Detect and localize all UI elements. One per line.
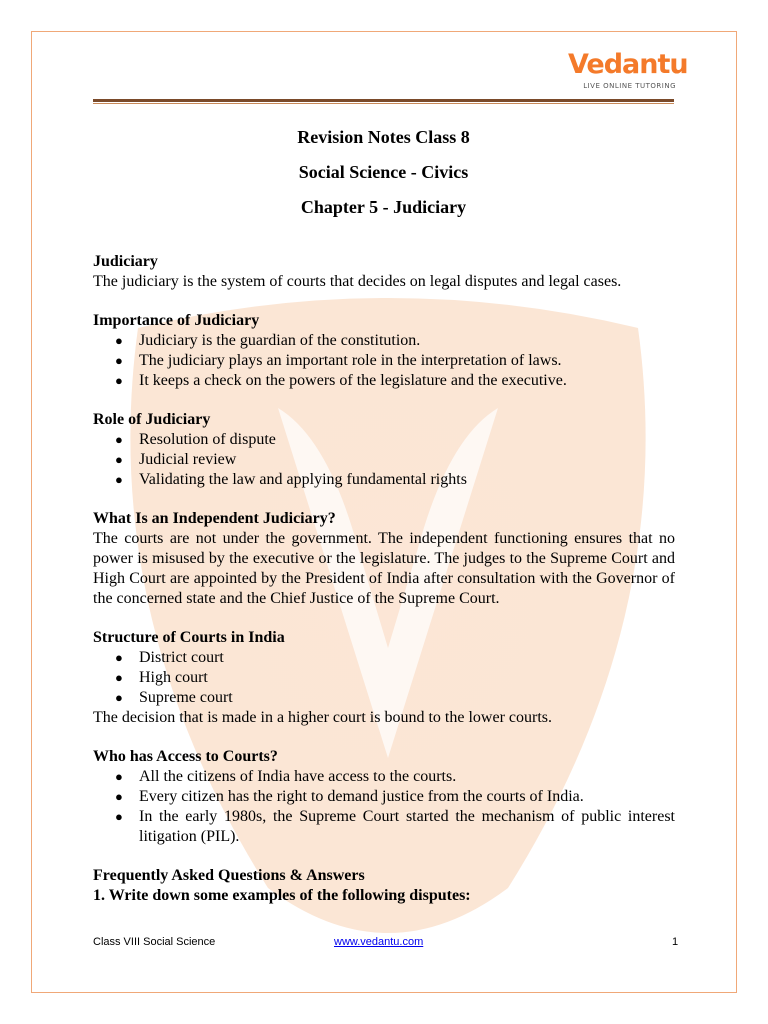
list-item: ● In the early 1980s, the Supreme Court started the mechanism of public interest litigation (PIL). bbox=[115, 808, 675, 845]
section-heading: Judiciary bbox=[93, 253, 158, 270]
list-item: ● Validating the law and applying fundamental rights bbox=[115, 471, 467, 488]
list-item: ● The judiciary plays an important role in the interpretation of laws. bbox=[115, 352, 562, 369]
bullet-icon: ● bbox=[115, 452, 123, 467]
paragraph: The decision that is made in a higher court is bound to the lower courts. bbox=[93, 709, 552, 726]
list-item: ● Every citizen has the right to demand justice from the courts of India. bbox=[115, 788, 584, 805]
bullet-icon: ● bbox=[115, 333, 123, 348]
paragraph: The judiciary is the system of courts that decides on legal disputes and legal cases. bbox=[93, 273, 622, 290]
logo-wordmark: Vedantu bbox=[568, 49, 688, 80]
bullet-icon: ● bbox=[115, 432, 123, 447]
footer-class-label: Class VIII Social Science bbox=[93, 936, 216, 948]
section-heading: Structure of Courts in India bbox=[93, 629, 285, 646]
bullet-icon: ● bbox=[115, 472, 123, 487]
header-rule-thin bbox=[93, 103, 674, 104]
bullet-icon: ● bbox=[115, 769, 123, 784]
bullet-icon: ● bbox=[115, 353, 123, 368]
list-item: ● Supreme court bbox=[115, 689, 233, 706]
doc-subject: Social Science - Civics bbox=[298, 162, 469, 182]
bullet-list bbox=[93, 767, 675, 847]
bullet-list bbox=[93, 430, 675, 490]
header-rule bbox=[93, 99, 674, 102]
bullet-icon: ● bbox=[115, 690, 123, 705]
doc-chapter: Chapter 5 - Judiciary bbox=[300, 197, 467, 217]
bullet-list bbox=[93, 331, 675, 391]
vedantu-logo bbox=[568, 50, 686, 94]
section-heading: Importance of Judiciary bbox=[93, 312, 260, 329]
list-item: ● High court bbox=[115, 669, 208, 686]
doc-title: Revision Notes Class 8 bbox=[297, 127, 470, 147]
list-item: ● Judicial review bbox=[115, 451, 237, 468]
list-item: ● All the citizens of India have access to the courts. bbox=[115, 768, 457, 785]
footer-website-link[interactable]: www.vedantu.com bbox=[334, 936, 424, 948]
list-item: ● District court bbox=[115, 649, 224, 666]
bullet-icon: ● bbox=[115, 373, 123, 388]
page-number: 1 bbox=[672, 936, 679, 948]
paragraph: The courts are not under the government. The independent functioning ensures that no power is misused by the executive or the legislature. The judges to the Supreme Court and High Court are appointed by the President of India after consultation with the Governor of the concerned state and the Chief Justice of the Supreme Court. bbox=[93, 530, 675, 607]
section-heading: Frequently Asked Questions & Answers bbox=[93, 867, 365, 884]
list-item: ● It keeps a check on the powers of the legislature and the executive. bbox=[115, 372, 567, 389]
bullet-icon: ● bbox=[115, 650, 123, 665]
bullet-icon: ● bbox=[115, 670, 123, 685]
bullet-icon: ● bbox=[115, 789, 123, 804]
logo-tagline: LIVE ONLINE TUTORING bbox=[583, 82, 676, 90]
list-item: ● Resolution of dispute bbox=[115, 431, 276, 448]
section-heading: Role of Judiciary bbox=[93, 411, 211, 428]
list-item: ● Judiciary is the guardian of the constitution. bbox=[115, 332, 421, 349]
bullet-list bbox=[93, 648, 675, 708]
section-heading: What Is an Independent Judiciary? bbox=[93, 510, 336, 527]
section-heading: Who has Access to Courts? bbox=[93, 748, 278, 765]
document-body bbox=[93, 252, 675, 906]
bullet-icon: ● bbox=[115, 809, 123, 824]
question: 1. Write down some examples of the following disputes: bbox=[93, 887, 471, 904]
